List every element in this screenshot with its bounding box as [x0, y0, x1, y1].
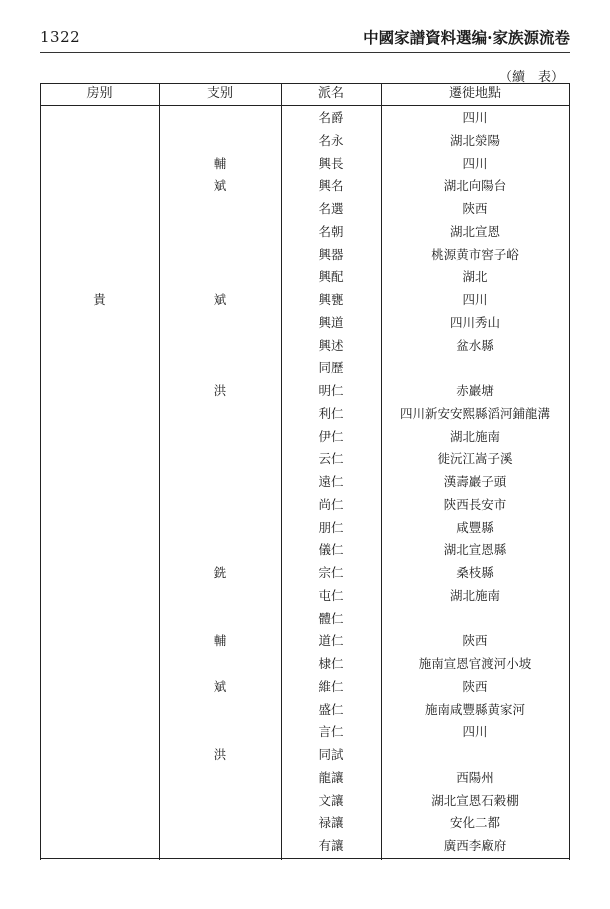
migration-place-cell: 湖北: [462, 269, 488, 285]
migration-place-cell: [381, 744, 569, 767]
branch-label-cell: 洪: [213, 383, 227, 398]
generation-name-cell: 言仁: [318, 724, 344, 740]
migration-place-cell: 四川: [462, 110, 488, 125]
migration-place-cell: 湖北施南: [449, 428, 500, 444]
branch-label-cell: 輔: [213, 633, 227, 649]
generation-name-cell: 興甕: [318, 292, 344, 307]
branch-label-cell: 銑: [213, 565, 227, 580]
migration-place-cell: 陝西: [462, 678, 488, 694]
generation-name-cell: 朋仁: [318, 519, 344, 535]
table-bottom-rule: [40, 858, 570, 859]
migration-place-cell: 湖北施南: [449, 587, 500, 603]
generation-name-cell: 興述: [318, 337, 344, 353]
generation-name-cell: 名朝: [318, 223, 344, 239]
migration-place-cell: 四川: [462, 155, 488, 171]
generation-name-cell: 名選: [318, 201, 344, 216]
generation-name-cell: 云仁: [318, 451, 344, 467]
migration-place-cell: 漢壽巖子頭: [443, 474, 507, 489]
generation-name-cell: 道仁: [318, 633, 344, 649]
migration-place-cell: 赤巖塘: [456, 383, 494, 398]
generation-name-cell: 棣仁: [318, 656, 344, 671]
house-label-cell: 貴: [93, 292, 106, 307]
page-number: 1322: [40, 28, 81, 46]
branch-label-cell: 斌: [213, 178, 227, 194]
generation-name-cell: 遠仁: [318, 474, 344, 489]
migration-place-cell: 盆水縣: [456, 337, 494, 353]
generation-name-cell: 文讓: [318, 792, 344, 808]
migration-place-cell: 湖北滎陽: [449, 132, 500, 148]
generation-name-cell: 盛仁: [318, 701, 344, 717]
migration-place-cell: 施南咸豐縣黄家河: [424, 701, 525, 717]
migration-place-cell: 西陽州: [456, 769, 494, 785]
migration-table: [40, 83, 570, 860]
migration-place-cell: 桑枝縣: [456, 565, 494, 580]
table-header-rule: [40, 105, 570, 106]
column-header-branch: 支别: [206, 86, 233, 101]
branch-label-cell: 斌: [213, 292, 227, 307]
branch-label-cell: 斌: [213, 678, 227, 694]
migration-place-cell: 安化二都: [449, 815, 500, 831]
migration-place-cell: 湖北宣恩石穀棚: [431, 792, 519, 808]
column-header-generation-name: 派名: [317, 86, 344, 101]
running-title: 中國家譜資料選编·家族源流卷: [363, 28, 570, 47]
generation-name-cell: 維仁: [318, 678, 344, 694]
migration-place-cell: 陝西: [462, 201, 488, 216]
generation-name-cell: 同試: [318, 747, 344, 762]
generation-name-cell: 興長: [318, 155, 344, 171]
branch-label-cell: 洪: [213, 747, 227, 762]
generation-name-cell: 禄讓: [318, 815, 344, 831]
table-border-right: [569, 83, 570, 860]
generation-name-cell: 龍讓: [318, 769, 344, 785]
column-header-migration-place: 遷徙地點: [448, 86, 501, 101]
migration-place-cell: 廣西李廠府: [443, 838, 507, 853]
generation-name-cell: 同歷: [318, 360, 344, 376]
generation-name-cell: 利仁: [318, 405, 344, 421]
branch-label-cell: 輔: [213, 155, 227, 171]
migration-place-cell: 陝西: [462, 633, 488, 649]
table-border-left: [40, 83, 41, 860]
migration-place-cell: 湖北宣恩: [449, 223, 500, 239]
migration-place-cell: 湖北向陽台: [443, 178, 507, 194]
migration-place-cell: 四川: [462, 292, 488, 307]
generation-name-cell: 興器: [318, 246, 344, 262]
generation-name-cell: 宗仁: [318, 565, 344, 580]
migration-place-cell: 四川秀山: [449, 314, 500, 330]
generation-name-cell: 體仁: [318, 610, 344, 626]
generation-name-cell: 名永: [318, 132, 344, 148]
migration-place-cell: 桃源黄市窖子峪: [431, 246, 519, 262]
migration-place-cell: 施南宣恩官渡河小坡: [418, 656, 532, 671]
generation-name-cell: 名爵: [318, 110, 344, 125]
generation-name-cell: 明仁: [318, 383, 344, 398]
generation-name-cell: 興道: [318, 314, 344, 330]
migration-place-cell: 四川: [462, 724, 488, 740]
migration-place-cell: 徙沅江嵩子溪: [437, 451, 513, 467]
migration-place-cell: [381, 357, 569, 380]
migration-place-cell: [381, 608, 569, 631]
continued-label: （續 表）: [498, 70, 564, 85]
migration-place-cell: 湖北宣恩縣: [443, 542, 507, 558]
generation-name-cell: 伊仁: [318, 428, 344, 444]
generation-name-cell: 有讓: [318, 838, 344, 853]
column-header-house: 房别: [86, 86, 113, 101]
generation-name-cell: 興名: [318, 178, 344, 194]
generation-name-cell: 尚仁: [318, 496, 344, 512]
generation-name-cell: 屯仁: [318, 587, 344, 603]
migration-place-cell: 陝西長安市: [443, 496, 507, 512]
migration-place-cell: 咸豐縣: [456, 519, 494, 535]
header-rule: [40, 52, 570, 53]
generation-name-cell: 儀仁: [318, 542, 344, 558]
generation-name-cell: 興配: [318, 269, 344, 285]
migration-place-cell: 四川新安安熙縣滔河鋪龍溝: [399, 405, 550, 421]
